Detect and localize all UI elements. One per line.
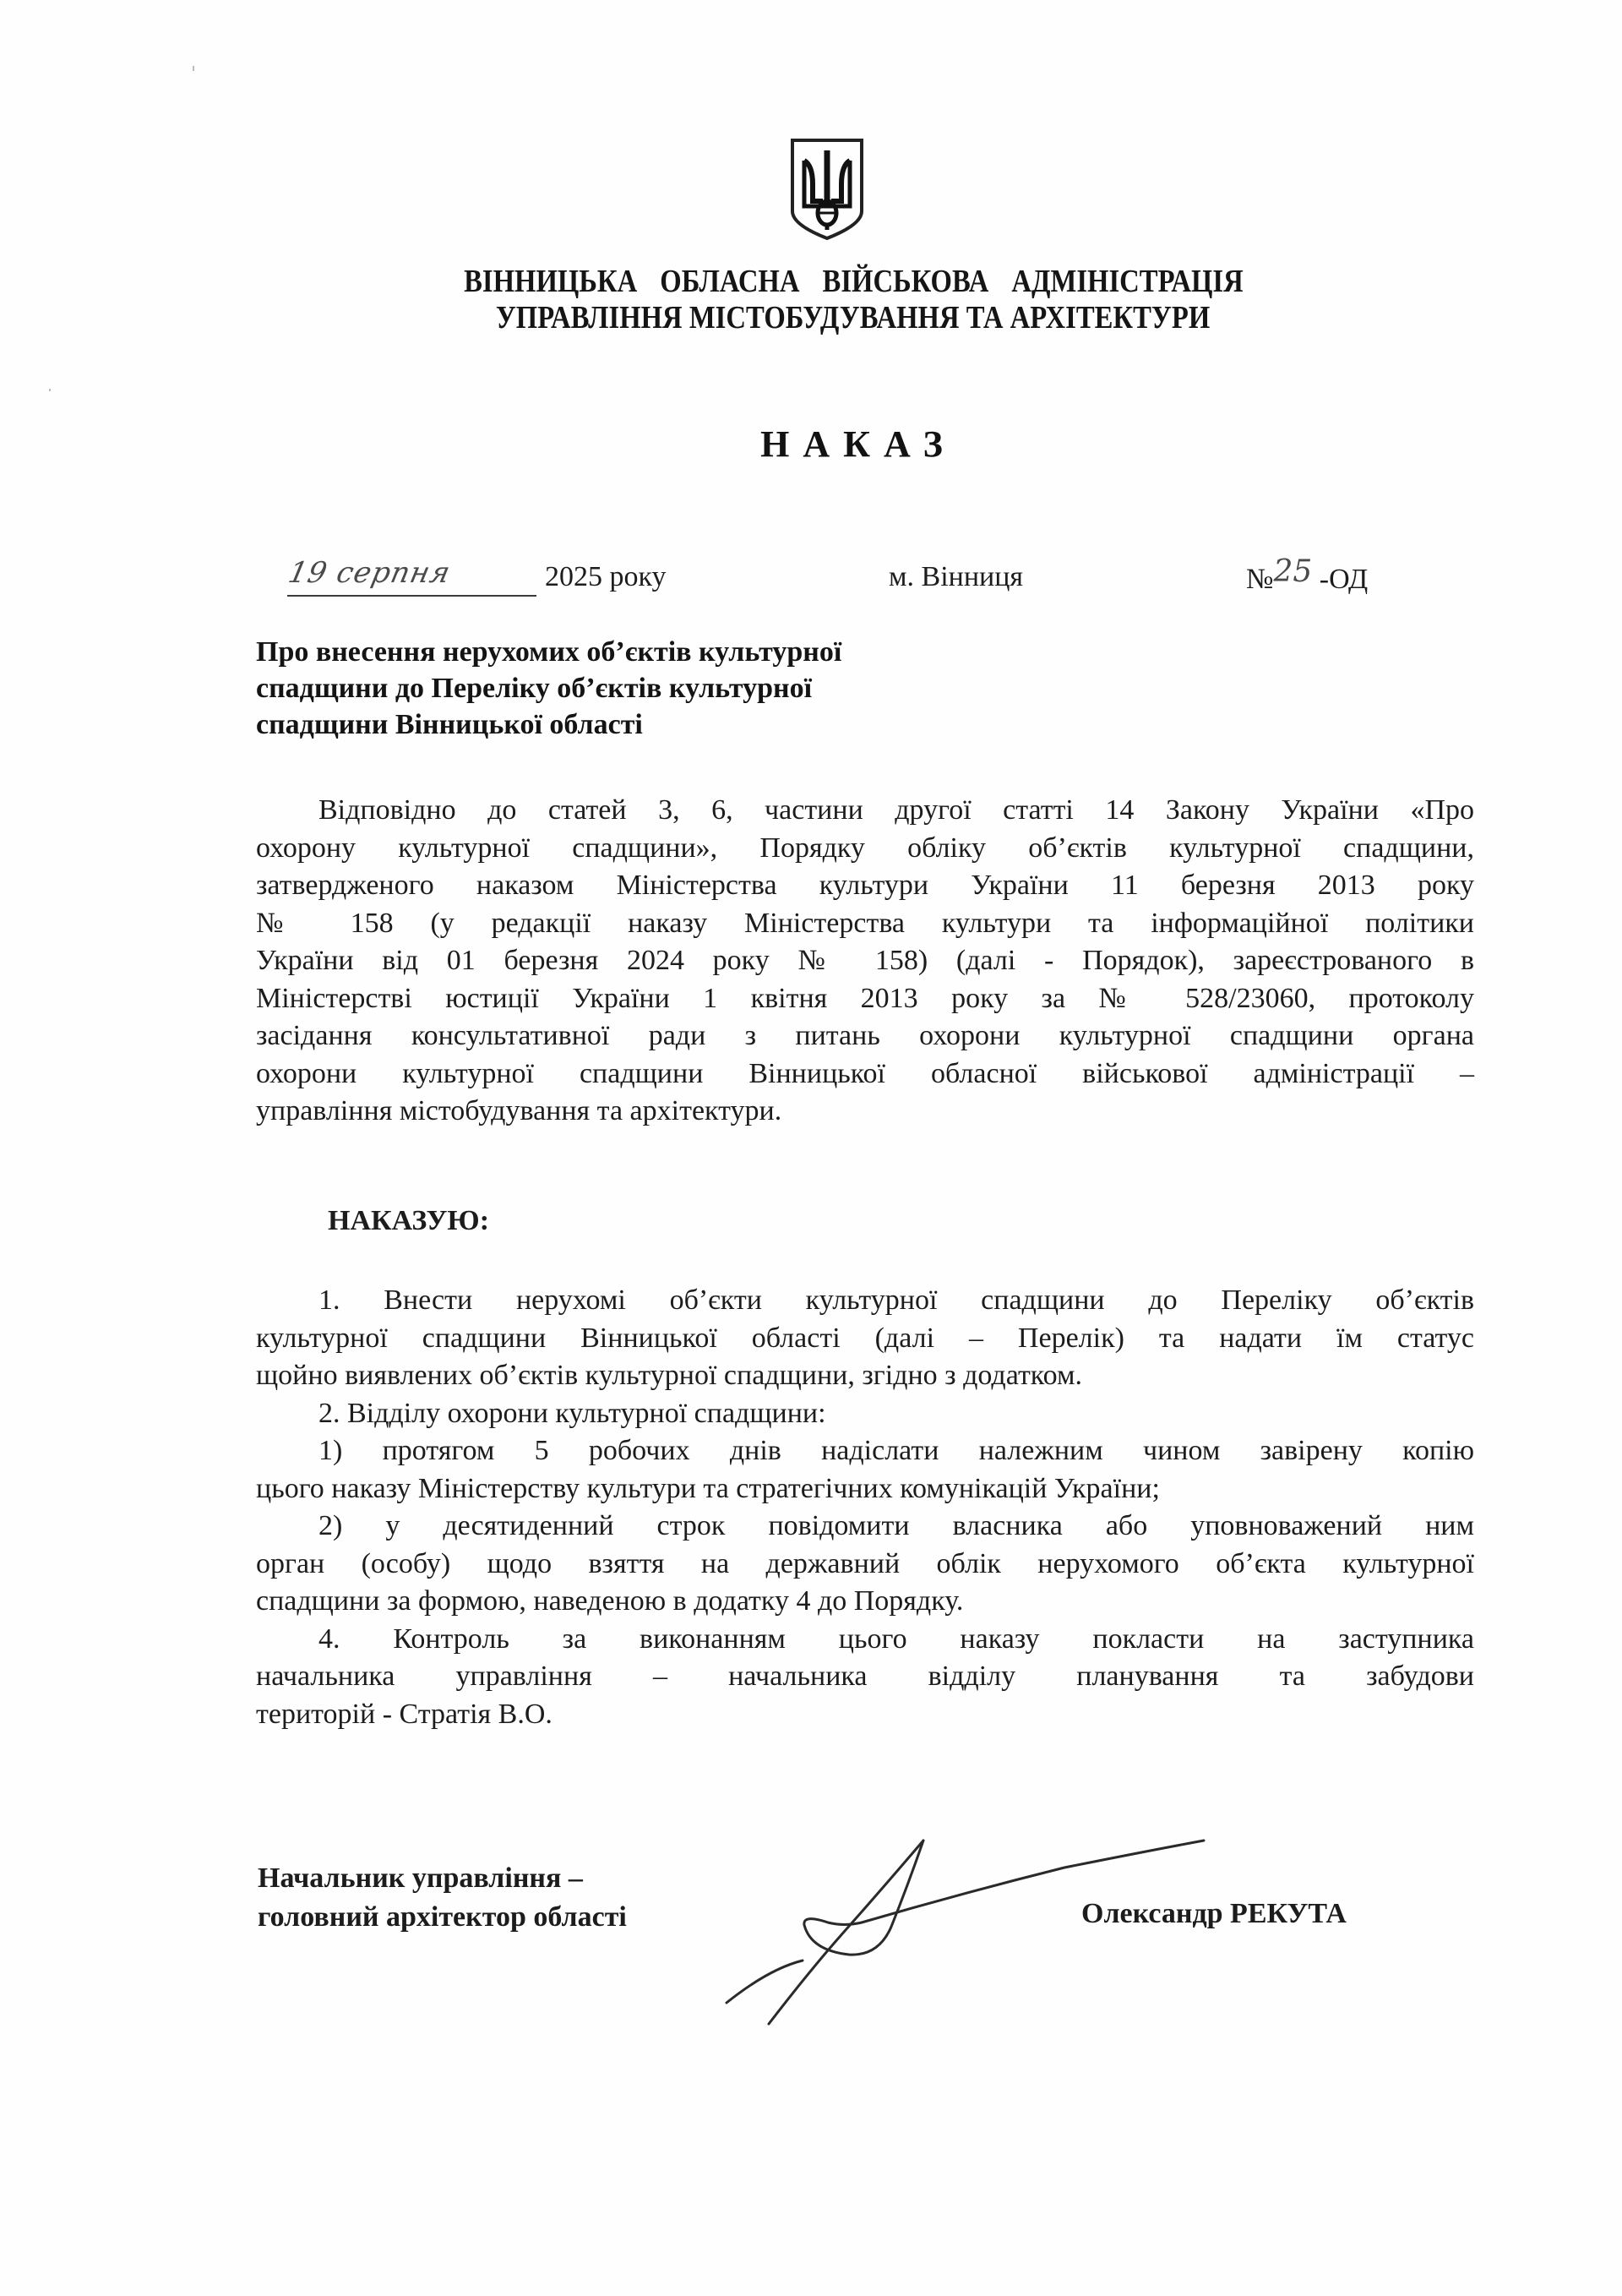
subject-line: Про внесення нерухомих об’єктів культурної: [256, 636, 842, 668]
signatory-position: [258, 1859, 627, 1937]
order-subject: [256, 634, 841, 743]
department-name: УПРАВЛІННЯ МІСТОБУДУВАННЯ ТА АРХІТЕКТУРИ: [496, 300, 1211, 335]
signatory-name: Олександр РЕКУТА: [1081, 1898, 1347, 1929]
date-field: [287, 556, 536, 597]
coat-of-arms-icon: [789, 137, 865, 242]
order-item-1-line: культурної спадщини Вінницької області (далі – Перелік) та надати їм статус: [256, 1322, 1474, 1354]
order-item-1-line: 1. Внести нерухомі об’єкти культурної спадщини до Переліку об’єктів: [318, 1284, 1474, 1316]
subject-line: спадщини до Переліку об’єктів культурної: [256, 673, 813, 704]
preamble-line: № 158 (у редакції наказу Міністерства культури та інформаційної політики: [256, 907, 1474, 939]
preamble-paragraph: [256, 792, 1474, 1131]
preamble-line: Міністерстві юстиції України 1 квітня 2013 року за № 528/23060, протоколу: [256, 982, 1474, 1014]
title-text: НАКАЗ: [760, 423, 956, 465]
number-sign: №: [1246, 564, 1274, 595]
position-line: Начальник управління –: [258, 1862, 583, 1894]
preamble-line: управління містобудування та архітектури.: [256, 1095, 782, 1126]
preamble-line: затвердженого наказом Міністерства культури України 11 березня 2013 року: [256, 870, 1474, 901]
order-number: [1246, 554, 1369, 596]
scan-artifact: [49, 389, 51, 391]
preamble-line: охорони культурної спадщини Вінницької обласної військової адміністрації –: [256, 1057, 1474, 1089]
number-suffix: -ОД: [1319, 564, 1369, 595]
handwritten-number: 25: [1273, 554, 1313, 589]
order-item-4-line: 4. Контроль за виконанням цього наказу покласти на заступника: [318, 1622, 1474, 1655]
order-subitem-1-line: 1) протягом 5 робочих днів надіслати належним чином завірену копію: [318, 1435, 1474, 1466]
order-item-4-line: начальника управління – начальника відділу планування та забудови: [256, 1661, 1474, 1692]
scan-artifact: [193, 66, 194, 71]
order-subitem-1-line: цього наказу Міністерству культури та стратегічних комунікацій України;: [256, 1472, 1160, 1504]
preamble-line: Відповідно до статей 3, 6, частини другої статті 14 Закону України «Про: [318, 794, 1474, 826]
orders-list: [256, 1282, 1474, 1733]
order-item-4-line: територій - Стратія В.О.: [256, 1698, 552, 1730]
order-subitem-2-line: орган (особу) щодо взяття на державний облік нерухомого об’єкта культурної: [256, 1547, 1474, 1579]
handwritten-signature-icon: [710, 1817, 1233, 2053]
preamble-line: засідання консультативної ради з питань охорони культурної спадщини органа: [256, 1020, 1474, 1051]
header-line-1: [0, 264, 1622, 299]
preamble-line: України від 01 березня 2024 року № 158) (далі - Порядок), зареєстрованого в: [256, 945, 1474, 976]
year-label: 2025 року: [545, 561, 667, 592]
order-item-1-line: щойно виявлених об’єктів культурної спадщини, згідно з додатком.: [256, 1360, 1082, 1391]
order-subitem-2-line: 2) у десятиденний строк повідомити власника або уповноважений ним: [318, 1510, 1474, 1541]
preamble-line: охорону культурної спадщини», Порядку обліку об’єктів культурної спадщини,: [256, 832, 1474, 864]
city-label: м. Вінниця: [889, 561, 1024, 592]
order-subitem-2-line: спадщини за формою, наведеною в додатку 4 до Порядку.: [256, 1585, 964, 1617]
position-line: головний архітектор області: [258, 1901, 627, 1933]
document-title: [0, 423, 1622, 466]
subject-line: спадщини Вінницької області: [256, 709, 643, 740]
orders-heading: НАКАЗУЮ:: [328, 1205, 490, 1236]
header-line-2: [0, 300, 1622, 335]
order-item-2-line: 2. Відділу охорони культурної спадщини:: [318, 1397, 826, 1429]
organization-name: ВІННИЦЬКА ОБЛАСНА ВІЙСЬКОВА АДМІНІСТРАЦІЯ: [463, 264, 1244, 299]
handwritten-date: 19 серпня: [285, 556, 454, 590]
